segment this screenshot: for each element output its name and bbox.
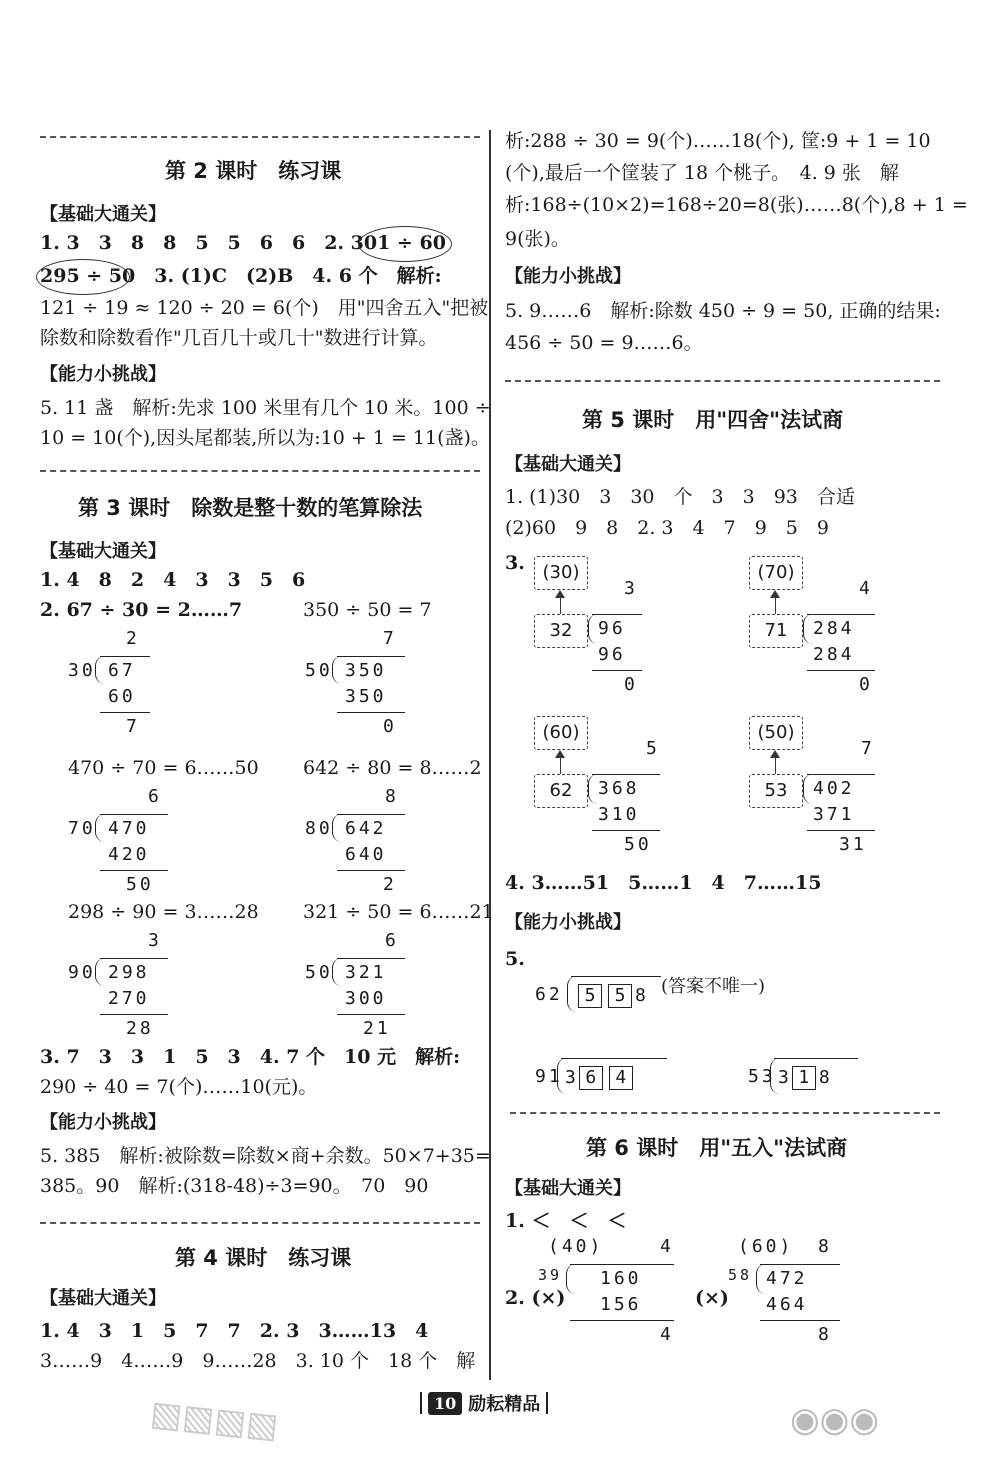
remainder: 0 [624, 674, 638, 695]
quotient: 3 [624, 578, 638, 599]
division-bracket [95, 814, 106, 842]
division-bar [570, 1320, 674, 1321]
quotient: 6 [148, 786, 162, 807]
text-line: 456 ÷ 50 = 9……6。 [505, 332, 703, 354]
text-line: 5. 385 解析:被除数=除数×商+余数。50×7+35= [40, 1145, 491, 1167]
dividend: 642 [345, 818, 387, 839]
lesson-5-title: 第 5 课时 用"四舍"法试商 [582, 408, 844, 432]
remainder: 21 [363, 1018, 391, 1039]
division-bar [100, 870, 168, 871]
divisor: 62 [535, 984, 563, 1005]
division-bracket [566, 1264, 577, 1294]
lesson-2-title: 第 2 课时 练习课 [165, 159, 342, 183]
division-bar [100, 958, 168, 959]
text-line: 10 = 10(个),因头尾都装,所以为:10 + 1 = 11(盏)。 [40, 427, 490, 449]
subtrahend: 640 [345, 844, 387, 865]
quotient: 8 [818, 1236, 832, 1257]
estimate: (40) [548, 1236, 604, 1257]
text-line: 除数和除数看作"几百几十或几十"数进行计算。 [40, 327, 438, 349]
brand-name: 励耘精品 [468, 1394, 541, 1415]
equation: 321 ÷ 50 = 6……21 [303, 901, 494, 923]
remainder: 50 [624, 834, 652, 855]
remainder: 50 [126, 874, 154, 895]
division-bar [807, 670, 875, 671]
dividend: 96 [598, 618, 626, 639]
division-bracket [95, 958, 106, 986]
division-bar [337, 1014, 405, 1015]
dividend: 298 [108, 962, 150, 983]
divisor: 53 [748, 1066, 776, 1087]
text-line: 3. 7 3 3 1 5 3 4. 7 个 10 元 解析: [40, 1046, 461, 1068]
lesson-3-title: 第 3 课时 除数是整十数的笔算除法 [78, 496, 423, 520]
section-challenge: 【能力小挑战】 [40, 364, 166, 385]
text-line: (个),最后一个筐装了 18 个桃子。 4. 9 张 解 [505, 162, 899, 184]
quotient: 4 [859, 578, 873, 599]
dividend: 350 [345, 660, 387, 681]
subtrahend: 464 [766, 1294, 808, 1315]
quotient: 2 [126, 628, 140, 649]
division-bar [774, 1058, 858, 1059]
quotient: 7 [861, 738, 875, 759]
digit: 8 [635, 985, 646, 1006]
subtrahend: 284 [813, 644, 855, 665]
answer-box: 1 [792, 1066, 816, 1090]
divisor: 91 [535, 1066, 563, 1087]
division-bar [570, 1264, 674, 1265]
divisor: 30 [68, 660, 96, 681]
estimate-box: (30) [534, 556, 588, 590]
division-bar [100, 814, 168, 815]
answer-circle [358, 226, 452, 262]
question-number: 3. [505, 552, 525, 574]
quotient: 6 [385, 930, 399, 951]
answer-box: 5 [578, 984, 602, 1008]
answer-box: 5 [608, 984, 632, 1008]
question-number: 5. [505, 948, 525, 970]
text-line: 析:168÷(10×2)=168÷20=8(张)……8(个),8 + 1 = [505, 194, 968, 216]
watermark-logo: ▧▧▧▧ [148, 1393, 281, 1447]
text-line: 121 ÷ 19 ≈ 120 ÷ 20 = 6(个) 用"四舍五入"把被 [40, 297, 489, 319]
equation: 642 ÷ 80 = 8……2 [303, 757, 482, 779]
remainder: 0 [383, 716, 397, 737]
section-basic: 【基础大通关】 [505, 454, 631, 475]
subtrahend: 60 [108, 686, 136, 707]
quotient: 8 [385, 786, 399, 807]
text-line: 9(张)。 [505, 228, 570, 250]
dividend: 472 [766, 1268, 808, 1289]
division-bar [592, 614, 642, 615]
division-bar [571, 976, 661, 977]
section-challenge: 【能力小挑战】 [40, 1112, 166, 1133]
digit: 8 [818, 1067, 830, 1088]
text-line: 1. 4 3 1 5 7 7 2. 3 3……13 4 [40, 1320, 429, 1342]
dividend: 160 [600, 1268, 642, 1289]
estimate-box: (50) [749, 716, 803, 750]
subtrahend: 350 [345, 686, 387, 707]
text-line: 析:288 ÷ 30 = 9(个)……18(个), 筐:9 + 1 = 10 [505, 130, 931, 152]
divider [510, 1112, 940, 1114]
dividend: 470 [108, 818, 150, 839]
subtrahend: 310 [598, 804, 640, 825]
subtrahend: 156 [600, 1294, 642, 1315]
divider [40, 136, 480, 138]
page-footer [420, 1388, 548, 1418]
arrow-up-icon [775, 754, 776, 774]
division-bar [592, 830, 660, 831]
watermark-logo: ◉◉◉ [790, 1400, 880, 1440]
text-line: 295 ÷ 50 3. (1)C (2)B 4. 6 个 解析: [40, 265, 442, 287]
divider [40, 470, 480, 472]
division-bar [100, 656, 150, 657]
quotient: 4 [660, 1236, 674, 1257]
remainder: 2 [383, 874, 397, 895]
text-line: 1. ＜ ＜ ＜ [505, 1210, 627, 1232]
lesson-6-title: 第 6 课时 用"五入"法试商 [586, 1136, 848, 1160]
quotient: 5 [646, 738, 660, 759]
equation: 350 ÷ 50 = 7 [303, 599, 432, 621]
text-line: 3……9 4……9 9……28 3. 10 个 18 个 解 [40, 1350, 476, 1372]
subtrahend: 270 [108, 988, 150, 1009]
division-bar [760, 1264, 840, 1265]
division-bar [337, 958, 405, 959]
division-bar [592, 774, 660, 775]
dividend: 321 [345, 962, 387, 983]
divisor-box: 62 [534, 774, 588, 808]
column-divider [489, 130, 491, 1380]
estimate-box: (70) [749, 556, 803, 590]
section-basic: 【基础大通关】 [40, 1288, 166, 1309]
answer-box: 4 [609, 1066, 633, 1090]
quotient: 7 [383, 628, 397, 649]
divisor: 50 [305, 660, 333, 681]
page-number: 10 [428, 1392, 462, 1415]
arrow-up-icon [560, 754, 561, 774]
remainder: 31 [839, 834, 867, 855]
division-bar [807, 830, 875, 831]
divisor-box: 53 [749, 774, 803, 808]
question-number: 2. (×) [505, 1287, 566, 1309]
equation: 298 ÷ 90 = 3……28 [68, 901, 259, 923]
divider [505, 380, 940, 382]
remainder: 7 [126, 716, 140, 737]
text-line: 1. (1)30 3 30 个 3 3 93 合适 [505, 486, 855, 508]
text-line: 290 ÷ 40 = 7(个)……10(元)。 [40, 1076, 318, 1098]
divisor: 58 [728, 1266, 753, 1284]
answer-mark: (×) [695, 1287, 729, 1309]
division-bar [592, 670, 642, 671]
text-line: (2)60 9 8 2. 3 4 7 9 5 9 [505, 517, 829, 539]
subtrahend: 300 [345, 988, 387, 1009]
divider [40, 1222, 480, 1224]
subtrahend: 371 [813, 804, 855, 825]
subtrahend: 420 [108, 844, 150, 865]
division-bar [807, 614, 875, 615]
division-bracket [332, 814, 343, 842]
section-challenge: 【能力小挑战】 [505, 266, 631, 287]
divisor: 39 [538, 1266, 563, 1284]
division-bar [807, 774, 875, 775]
text-line: 4. 3……51 5……1 4 7……15 [505, 872, 822, 894]
remainder: 0 [859, 674, 873, 695]
remainder: 4 [660, 1324, 674, 1345]
dividend: 368 [598, 778, 640, 799]
section-basic: 【基础大通关】 [40, 204, 166, 225]
equation: 470 ÷ 70 = 6……50 [68, 757, 259, 779]
division-bar [337, 870, 405, 871]
text-line: 385。90 解析:(318-48)÷3=90。 70 90 [40, 1175, 429, 1197]
section-basic: 【基础大通关】 [505, 1178, 631, 1199]
subtrahend: 96 [598, 644, 626, 665]
divisor: 70 [68, 818, 96, 839]
division-bracket [95, 656, 106, 684]
lesson-4-title: 第 4 课时 练习课 [175, 1246, 352, 1270]
digit: 3 [778, 1067, 789, 1088]
equation: 2. 67 ÷ 30 = 2……7 [40, 599, 243, 621]
divisor-box: 32 [534, 614, 588, 648]
arrow-up-icon [560, 594, 561, 614]
remainder: 28 [126, 1018, 154, 1039]
text-line: 5. 11 盏 解析:先求 100 米里有几个 10 米。100 ÷ [40, 397, 491, 419]
divisor-box: 71 [749, 614, 803, 648]
estimate-box: (60) [534, 716, 588, 750]
division-bar [100, 712, 150, 713]
section-basic: 【基础大通关】 [40, 541, 166, 562]
division-bar [760, 1320, 840, 1321]
text-line: 5. 9……6 解析:除数 450 ÷ 9 = 50, 正确的结果: [505, 300, 941, 322]
division-bar [561, 1058, 667, 1059]
dividend: 402 [813, 778, 855, 799]
division-bar [337, 656, 405, 657]
divisor: 80 [305, 818, 333, 839]
quotient: 3 [148, 930, 162, 951]
dividend: 67 [108, 660, 136, 681]
divisor: 90 [68, 962, 96, 983]
digit: 3 [565, 1067, 576, 1088]
dividend: 284 [813, 618, 855, 639]
text-line: 1. 4 8 2 4 3 3 5 6 [40, 569, 306, 591]
remainder: 8 [818, 1324, 832, 1345]
note: (答案不唯一) [661, 976, 766, 997]
division-bar [100, 1014, 168, 1015]
answer-circle [36, 259, 130, 295]
section-challenge: 【能力小挑战】 [505, 912, 631, 933]
arrow-up-icon [775, 594, 776, 614]
division-bracket [332, 656, 343, 684]
division-bar [337, 712, 405, 713]
text-line: 1. 3 3 8 8 5 5 6 6 2. 301 ÷ 60 [40, 232, 446, 254]
divisor: 50 [305, 962, 333, 983]
answer-box: 6 [579, 1066, 603, 1090]
estimate: (60) [738, 1236, 794, 1257]
division-bracket [332, 958, 343, 986]
division-bar [337, 814, 405, 815]
